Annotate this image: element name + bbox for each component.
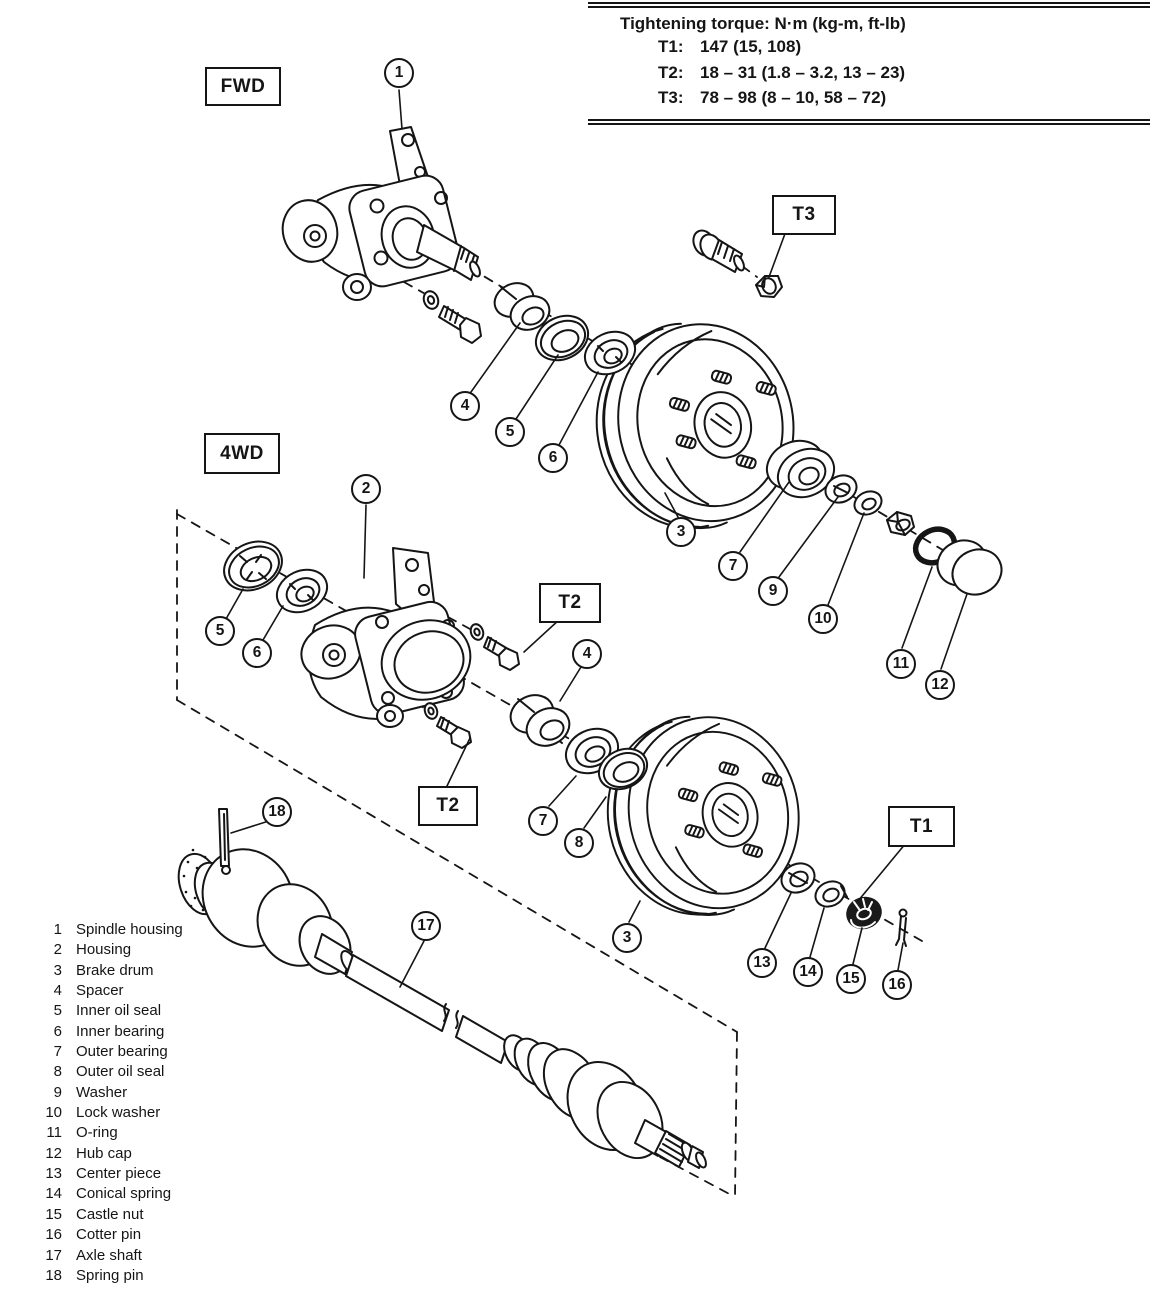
part-name: Brake drum (76, 961, 154, 979)
callout-10-7: 10 (808, 604, 838, 634)
part-number: 11 (46, 1124, 62, 1142)
fwd-spindle-nut (887, 512, 914, 535)
parts-list-row-4 (36, 981, 183, 1001)
part-number: 10 (45, 1104, 62, 1122)
torque-tag-t2-lower: T2 (418, 786, 478, 826)
part-name: Outer oil seal (76, 1063, 165, 1081)
torque-table (588, 2, 1150, 125)
part-name: Hub cap (76, 1144, 132, 1162)
torque-table-bottom-rule (588, 119, 1150, 125)
callout-17-21: 17 (411, 911, 441, 941)
callout-6-12: 6 (242, 638, 272, 668)
part-name: Axle shaft (76, 1246, 142, 1264)
4wd-bolt-upper (469, 622, 519, 670)
callout-14-18: 14 (793, 957, 823, 987)
part-name: Washer (76, 1083, 128, 1101)
parts-list-row-16 (36, 1225, 183, 1245)
callout-12-9: 12 (925, 670, 955, 700)
callout-8-15: 8 (564, 828, 594, 858)
torque-row-t1 (658, 34, 1150, 60)
callout-6-3: 6 (538, 443, 568, 473)
part-name: Lock washer (76, 1104, 161, 1122)
part-name: Spacer (76, 982, 124, 1000)
parts-list-row-10 (36, 1103, 183, 1123)
part-number: 2 (53, 941, 62, 959)
callout-16-20: 16 (882, 970, 912, 1000)
torque-row-label: T2: (658, 62, 684, 82)
torque-table-title: Tightening torque: N·m (kg-m, ft-lb) (620, 14, 906, 33)
part-name: Housing (76, 941, 132, 959)
part-number: 9 (53, 1083, 62, 1101)
4wd-brake-drum-3 (588, 696, 818, 934)
callout-18-22: 18 (262, 797, 292, 827)
part-name: Inner oil seal (76, 1002, 162, 1020)
torque-row-label: T1: (658, 37, 684, 56)
spring-pin-18 (219, 809, 230, 874)
part-number: 1 (53, 921, 62, 938)
part-name: Castle nut (76, 1205, 144, 1223)
callout-7-14: 7 (528, 806, 558, 836)
part-number: 4 (53, 982, 62, 1000)
part-number: 7 (53, 1043, 62, 1061)
callout-4-13: 4 (572, 639, 602, 669)
torque-row-t2 (658, 60, 1150, 86)
4wd-bolt-lower (423, 701, 471, 748)
torque-row-label: T3: (658, 88, 684, 107)
part-number: 18 (45, 1266, 62, 1284)
torque-row-value: 78 – 98 (8 – 10, 58 – 72) (700, 88, 887, 107)
torque-tag-t1: T1 (888, 806, 955, 847)
callout-15-19: 15 (836, 964, 866, 994)
callout-2-10: 2 (351, 474, 381, 504)
part-number: 17 (45, 1246, 62, 1264)
parts-list-row-8 (36, 1062, 183, 1082)
callout-9-6: 9 (758, 576, 788, 606)
axle-shaft-segment (346, 955, 449, 1031)
4wd-spacer-4 (504, 688, 575, 752)
callout-5-11: 5 (205, 616, 235, 646)
callout-11-8: 11 (886, 649, 916, 679)
fwd-hub-cap-12 (930, 532, 1009, 602)
parts-list-row-3 (36, 961, 183, 981)
part-name: Outer bearing (76, 1043, 168, 1061)
4wd-conical-spring-14 (811, 877, 848, 911)
part-number: 8 (53, 1063, 62, 1081)
fwd-hub-bolt (421, 289, 481, 343)
parts-list-row-17 (36, 1246, 183, 1266)
parts-list-row-6 (36, 1022, 183, 1042)
part-name: Conical spring (76, 1185, 172, 1203)
part-number: 5 (53, 1002, 62, 1020)
parts-list-row-9 (36, 1083, 183, 1103)
parts-list (36, 920, 183, 1286)
part-name: Center piece (76, 1165, 162, 1183)
torque-row-t3 (658, 85, 1150, 111)
parts-list-row-14 (36, 1184, 183, 1204)
torque-row-value: 147 (15, 108) (700, 37, 802, 56)
fwd-spindle-housing-1 (276, 127, 482, 300)
torque-row-value: 18 – 31 (1.8 – 3.2, 13 – 23) (700, 62, 906, 82)
parts-list-row-13 (36, 1164, 183, 1184)
parts-list-row-18 (36, 1266, 183, 1286)
4wd-section-label: 4WD (204, 433, 280, 474)
part-number: 6 (53, 1022, 62, 1040)
parts-list-row-15 (36, 1205, 183, 1225)
parts-list-row-7 (36, 1042, 183, 1062)
callout-3-4: 3 (666, 517, 696, 547)
part-number: 16 (45, 1226, 62, 1244)
4wd-cotter-pin-16 (896, 910, 907, 947)
torque-tag-t3: T3 (772, 195, 836, 235)
part-number: 12 (45, 1144, 62, 1162)
parts-list-row-1 (36, 920, 183, 940)
fwd-section-label: FWD (205, 67, 281, 106)
wheel-stud (689, 227, 746, 272)
parts-list-row-5 (36, 1001, 183, 1021)
parts-list-row-12 (36, 1144, 183, 1164)
callout-13-17: 13 (747, 948, 777, 978)
part-number: 3 (53, 961, 62, 979)
part-name: Cotter pin (76, 1226, 142, 1244)
callout-4-1: 4 (450, 391, 480, 421)
part-name: O-ring (76, 1124, 118, 1142)
torque-tag-t2-upper: T2 (539, 583, 601, 623)
callout-7-5: 7 (718, 551, 748, 581)
part-name: Inner bearing (76, 1022, 165, 1040)
part-name: Spring pin (76, 1266, 144, 1284)
part-name: Spindle housing (76, 921, 183, 938)
part-number: 14 (45, 1185, 62, 1203)
parts-list-row-2 (36, 940, 183, 960)
wheel-cap-nut (756, 276, 782, 297)
callout-3-16: 3 (612, 923, 642, 953)
part-number: 15 (45, 1205, 62, 1223)
part-number: 13 (45, 1165, 62, 1183)
callout-5-2: 5 (495, 417, 525, 447)
parts-list-row-11 (36, 1123, 183, 1143)
callout-1-0: 1 (384, 58, 414, 88)
